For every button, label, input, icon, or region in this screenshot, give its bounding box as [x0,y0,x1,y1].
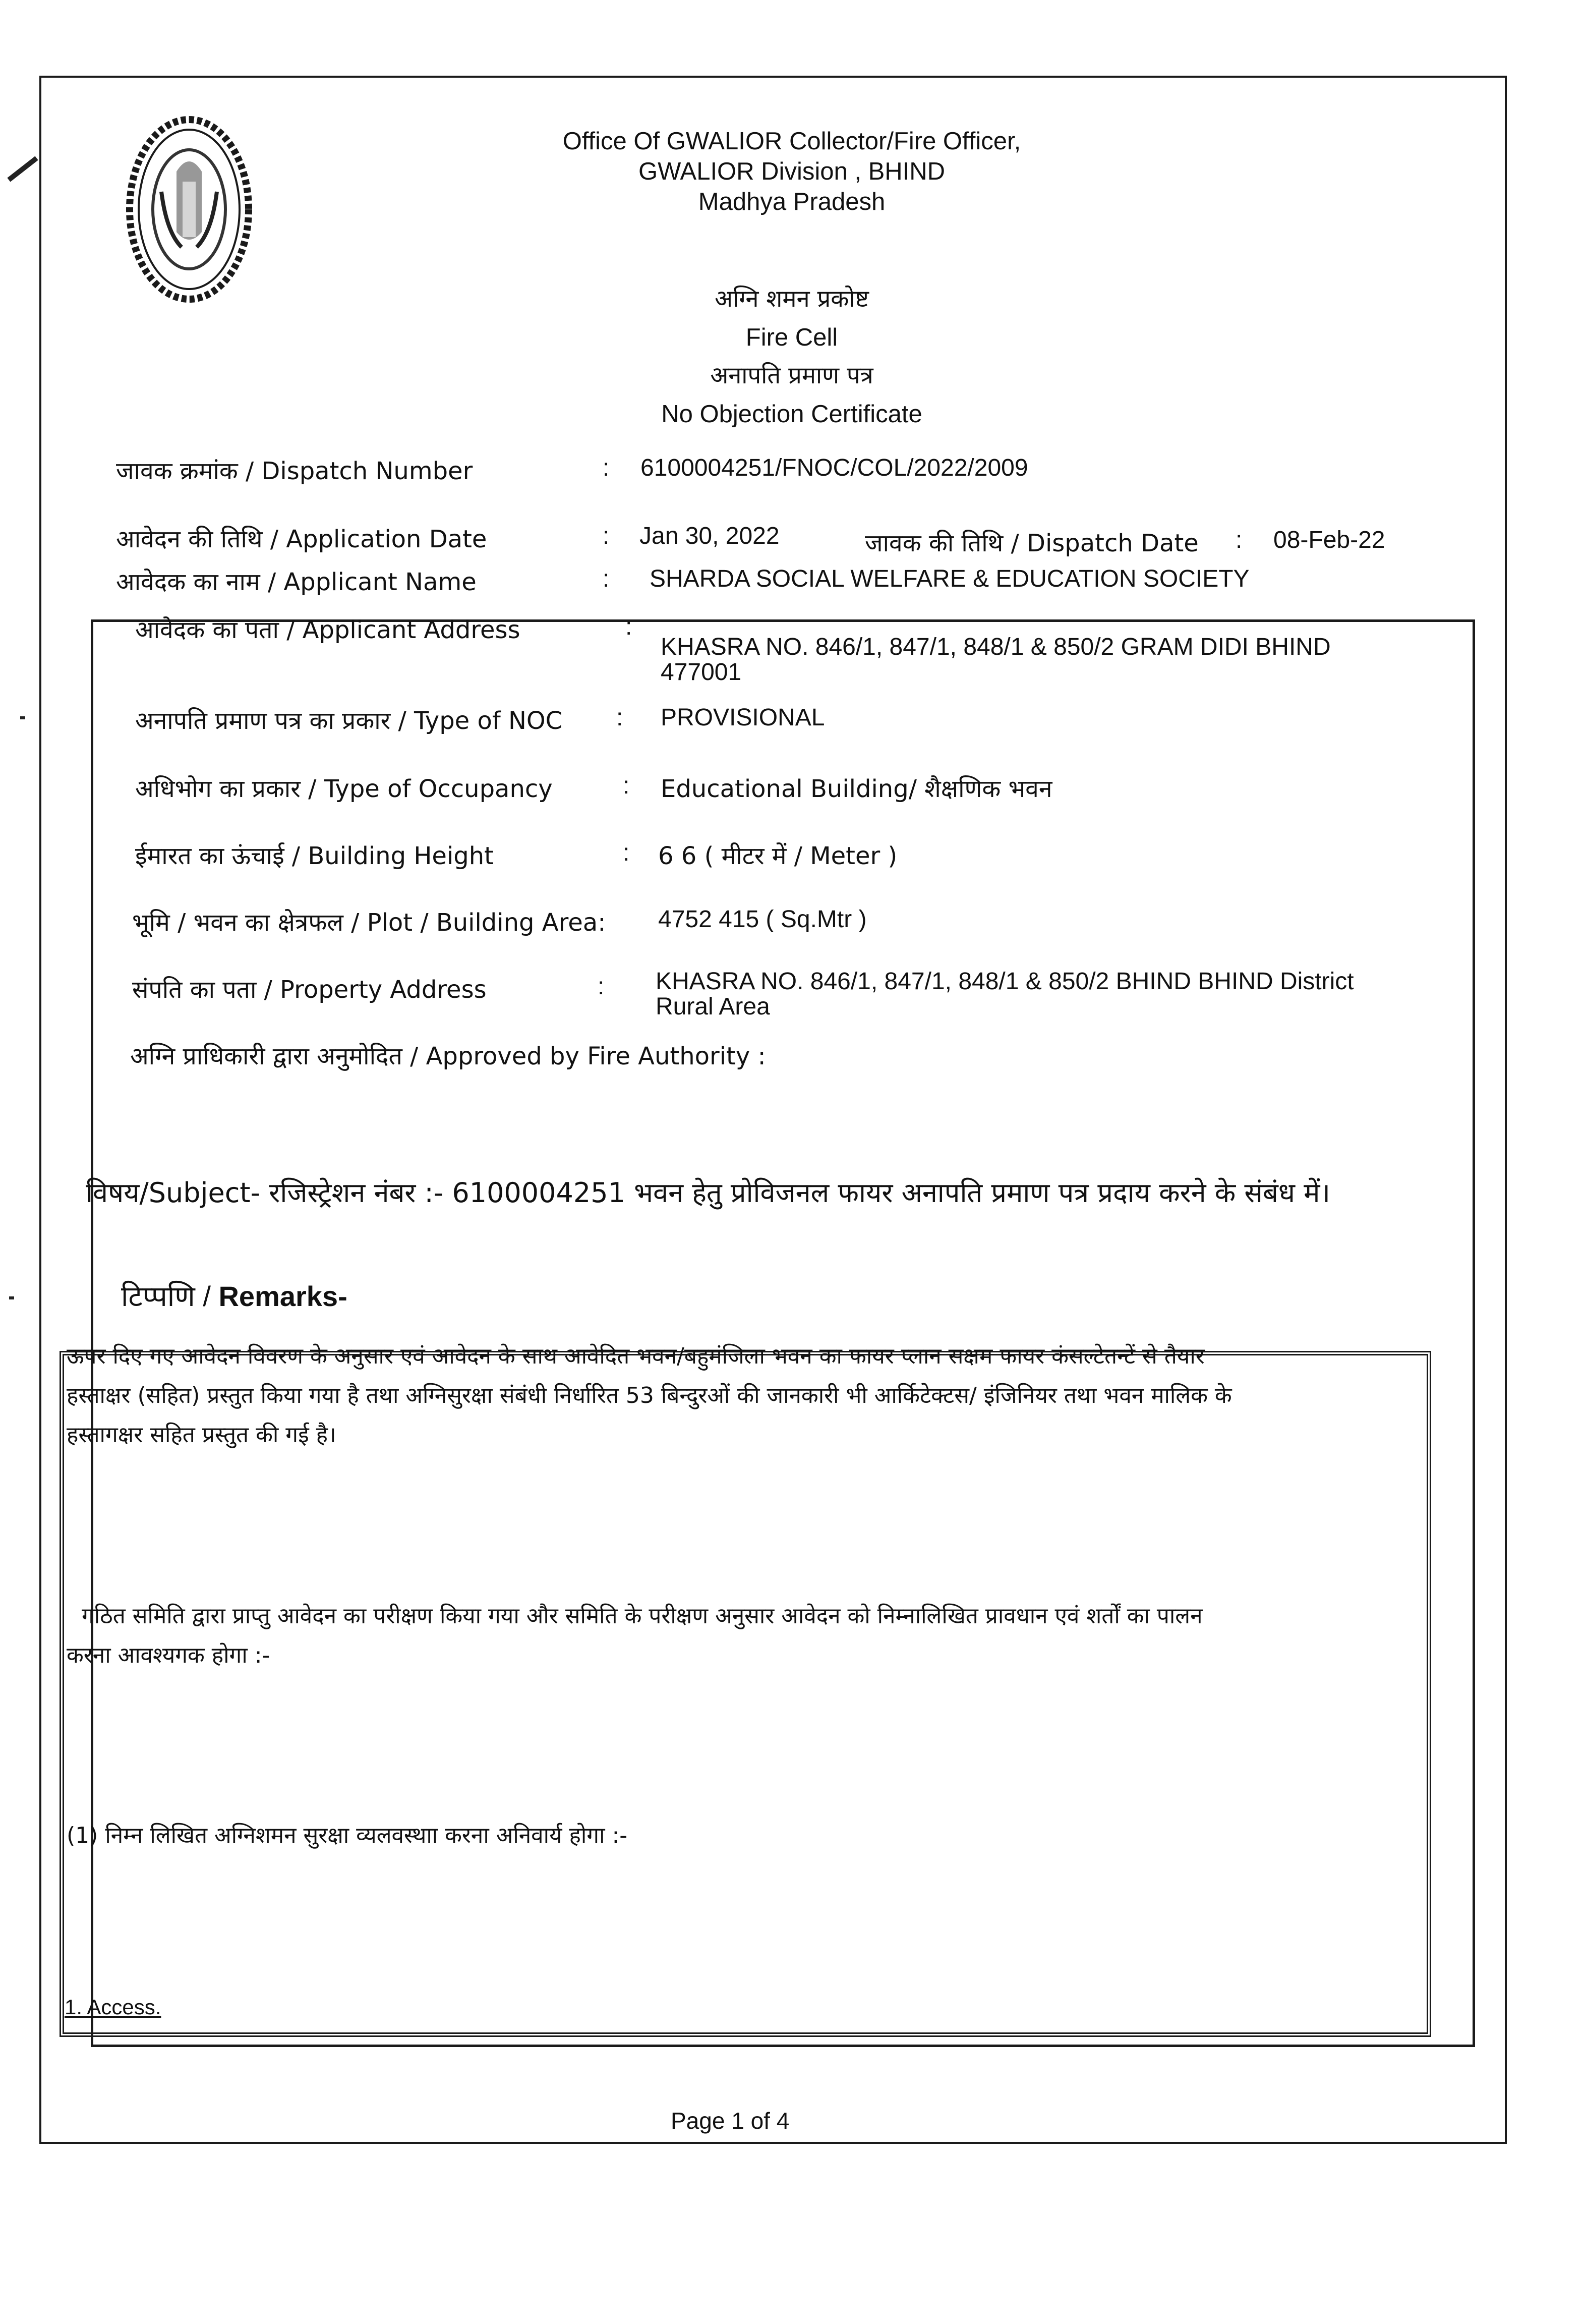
applicant-name-value: SHARDA SOCIAL WELFARE & EDUCATION SOCIETY [650,565,1250,592]
field-approved-by [0,1039,1584,1074]
page-number: Page 1 of 4 [671,2108,790,2134]
scan-mark [7,156,38,182]
noc-type-value: PROVISIONAL [661,704,825,731]
field-applicant-address [0,613,1584,689]
field-building-height [0,839,1584,874]
remarks-paragraph-2-line-2: करना आवश्यगक होगा :- [67,1642,270,1668]
condition-item-1: (1) निम्न लिखित अग्निशमन सुरक्षा व्यलवस्थाा करना अनिवार्य होगा :- [67,1823,628,1848]
application-date-label: आवेदन की तिथि / Application Date [116,525,487,553]
field-property-address [0,968,1584,1028]
application-date-value: Jan 30, 2022 [639,523,780,549]
dispatch-date-value: 08-Feb-22 [1273,527,1385,553]
building-height-value: 6 6 ( मीटर में / Meter ) [658,842,898,870]
remarks-paragraph-1-line-2: हस्ताक्षर (सहित) प्रस्तुत किया गया है तथा अग्निसुरक्षा संबंधी निर्धारित 53 बिन्दुरओं की जानकारी भी आर्किटेक्टस/ इंजिनियर तथा भवन मालिक के [67,1383,1232,1408]
colon: : [623,772,630,799]
field-application-date [0,522,1584,557]
occupancy-type-label: अधिभोग का प्रकार / Type of Occupancy [135,775,553,803]
field-dispatch-number [0,454,1584,489]
remarks-paragraph-2-line-1: गठित समिति द्वारा प्राप्तु आवेदन का परीक्षण किया गया और समिति के परीक्षण अनुसार आवेदन को निम्नालिखित प्रावधान एवं शर्तों का पालन [82,1603,1203,1629]
colon: : [623,839,630,866]
scan-mark [9,1296,14,1299]
field-plot-area [0,905,1584,941]
office-line-1: Office Of GWALIOR Collector/Fire Officer, [562,128,1021,155]
remarks-paragraph-2 [67,1597,1423,1675]
dispatch-number-label: जावक क्रमांक / Dispatch Number [116,457,473,485]
remarks-paragraph-1 [67,1337,1423,1455]
property-address-line-1: KHASRA NO. 846/1, 847/1, 848/1 & 850/2 BHIND BHIND District [656,968,1354,995]
applicant-address-line-2: 477001 [661,659,742,686]
colon: : [598,973,605,1000]
building-height-label: ईमारत का ऊंचाई / Building Height [135,842,494,870]
government-emblem [126,116,252,303]
madhya-pradesh-emblem-icon [126,116,252,303]
office-line-2: GWALIOR Division , BHIND [638,158,946,185]
property-address-line-2: Rural Area [656,993,770,1020]
colon: : [603,455,610,481]
colon: : [616,704,623,731]
property-address-label: संपति का पता / Property Address [132,976,487,1004]
remarks-heading [121,1276,347,1315]
approved-by-label: अग्नि प्राधिकारी द्वारा अनुमोदित / Approved by Fire Authority : [130,1042,766,1070]
occupancy-type-value: Educational Building/ शैक्षणिक भवन [661,775,1052,803]
office-line-3: Madhya Pradesh [698,188,886,215]
noc-title-english: No Objection Certificate [661,401,922,428]
dispatch-number-value: 6100004251/FNOC/COL/2022/2009 [640,455,1028,481]
certificate-title [454,280,1130,433]
remarks-paragraph-1-line-1: ऊपर दिए गए आवेदन विवरण के अनुसार एवं आवेदन के साथ आवेदित भवन/बहुमंजिला भवन का फायर प्लान सक्षम फायर कंसल्टेतन्टें से तैयार [67,1343,1205,1369]
fire-cell-hindi: अग्नि शमन प्रकोष्ट [715,285,869,313]
colon: : [603,565,610,592]
noc-title-hindi: अनापति प्रमाण पत्र [710,362,873,389]
remarks-heading-separator: / [195,1280,219,1312]
plot-area-value: 4752 415 ( Sq.Mtr ) [658,906,867,933]
remarks-heading-english: Remarks- [218,1280,347,1312]
field-applicant-name [0,565,1584,600]
applicant-name-label: आवेदक का नाम / Applicant Name [116,568,477,596]
colon: : [603,523,610,549]
field-noc-type [0,704,1584,739]
applicant-address-label: आवेदक का पता / Applicant Address [135,616,520,644]
plot-area-label: भूमि / भवन का क्षेत्रफल / Plot / Building Area: [132,909,606,937]
field-occupancy-type [0,772,1584,807]
noc-type-label: अनापति प्रमाण पत्र का प्रकार / Type of NOC [135,707,563,735]
applicant-address-line-1: KHASRA NO. 846/1, 847/1, 848/1 & 850/2 GRAM DIDI BHIND [661,634,1331,660]
subject-line: विषय/Subject- रजिस्ट्रेशन नंबर :- 6100004251 भवन हेतु प्रोविजनल फायर अनापति प्रमाण पत्र प्रदाय करने के संबंध में। [86,1177,1330,1209]
dispatch-date-label: जावक की तिथि / Dispatch Date [865,529,1199,557]
remarks-paragraph-1-line-3: हस्तागक्षर सहित प्रस्तुत की गई है। [67,1422,336,1448]
access-heading: 1. Access. [65,1995,161,2019]
colon: : [1236,527,1243,553]
office-header [454,126,1130,217]
remarks-heading-hindi: टिप्पणि [121,1280,195,1313]
fire-cell-english: Fire Cell [745,324,838,351]
colon: : [625,613,632,640]
